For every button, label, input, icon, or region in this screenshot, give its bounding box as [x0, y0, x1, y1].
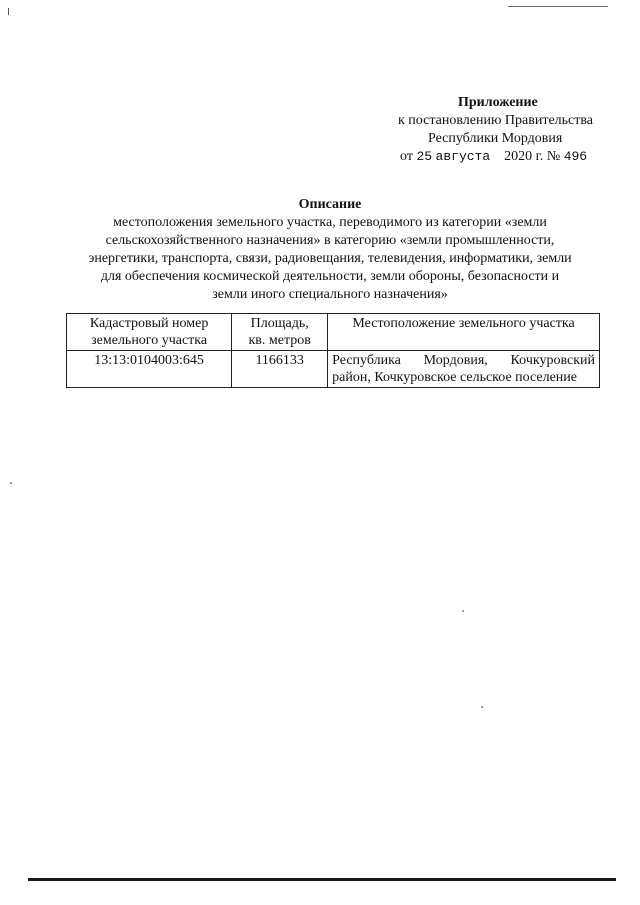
description-line: местоположения земельного участка, переводимого из категории «земли [113, 215, 547, 230]
header-cadastral-line2: земельного участка [91, 333, 208, 348]
header-area [232, 314, 328, 351]
scan-speck [481, 706, 483, 708]
cell-cadastral-number: 13:13:0104003:645 [67, 351, 232, 388]
description-line: земли иного специального назначения» [212, 287, 448, 302]
date-prefix: от [400, 149, 413, 164]
scan-speck [462, 610, 464, 612]
scan-bottom-line [28, 878, 616, 881]
description-block [80, 196, 580, 304]
header-area-line1: Площадь, [250, 316, 309, 331]
description-line: для обеспечения космической деятельности, земли обороны, безопасности и [100, 269, 560, 284]
appendix-date-line [400, 148, 587, 166]
header-cadastral [67, 314, 232, 351]
table-header-row [67, 314, 600, 351]
header-cadastral-line1: Кадастровый номер [89, 316, 209, 331]
scan-speck [10, 482, 12, 484]
description-line: энергетики, транспорта, связи, радиовещания, телевидения, информатики, земли [88, 251, 572, 266]
description-line: сельскохозяйственного назначения» в категорию «земли промышленности, [105, 233, 555, 248]
scan-top-tick [8, 8, 9, 15]
appendix-title: Приложение [458, 95, 538, 110]
date-year: 2020 г. № [504, 149, 561, 164]
table-row [67, 351, 600, 388]
resolution-number: 496 [563, 149, 588, 164]
header-area-line2: кв. метров [248, 333, 311, 348]
header-location [328, 314, 600, 351]
land-plot-table [66, 313, 600, 388]
header-location-line1: Местоположение земельного участка [352, 316, 575, 331]
description-title: Описание [298, 197, 362, 212]
appendix-line-resolution: к постановлению Правительства [398, 113, 594, 128]
date-month: августа [435, 149, 491, 164]
cell-location: Республика Мордовия, Кочкуровский район, Кочкуровское сельское поселение [328, 351, 600, 388]
scan-top-line [508, 6, 608, 7]
appendix-line-republic: Республики Мордовия [428, 131, 563, 146]
cell-area: 1166133 [232, 351, 328, 388]
date-day: 25 [416, 149, 433, 164]
